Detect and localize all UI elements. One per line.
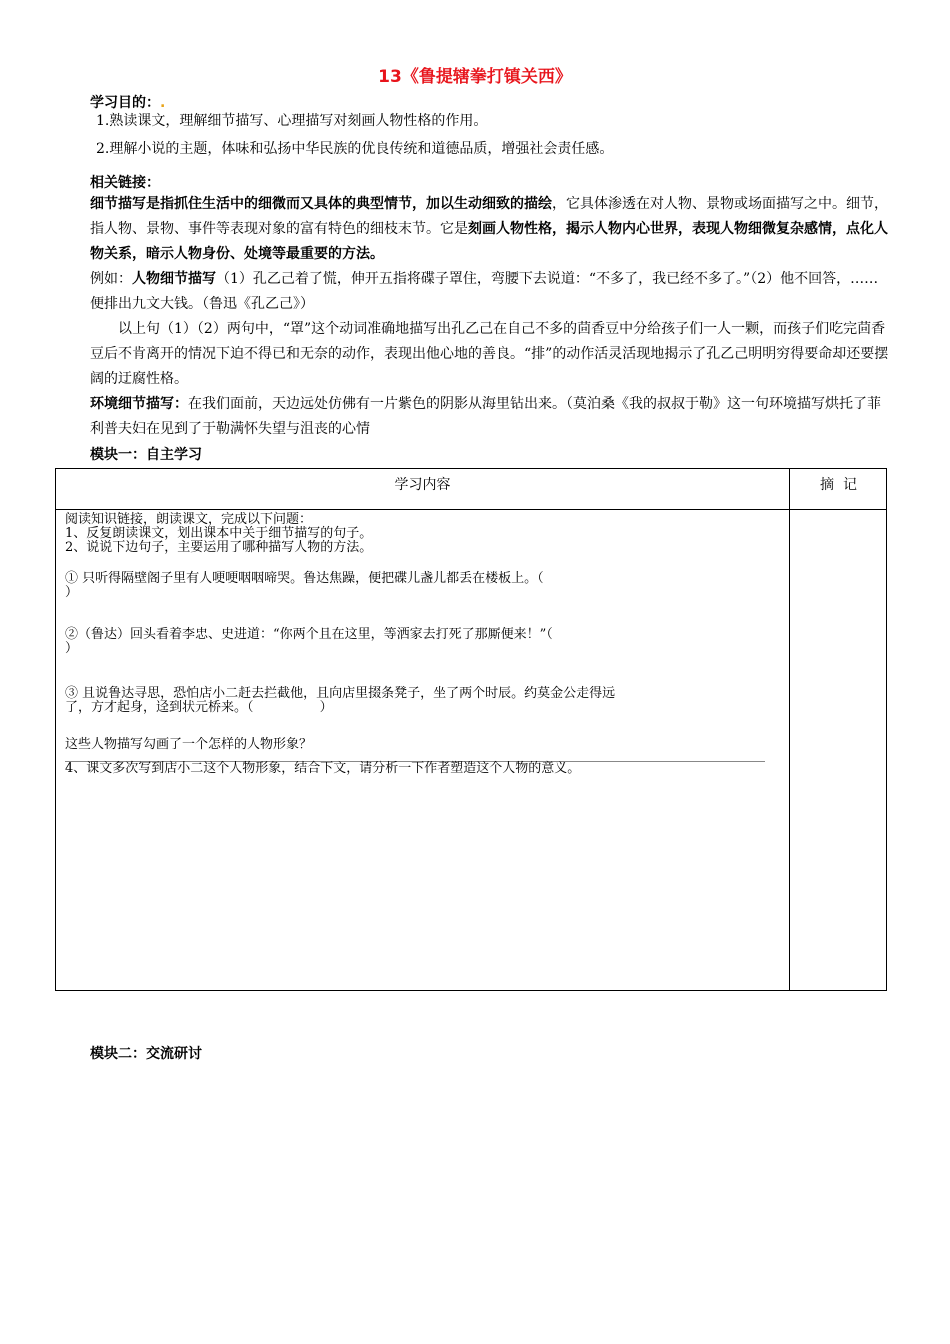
links-paragraph-2 (90, 267, 892, 317)
column-header-content: 学习内容 (394, 477, 451, 493)
study-content-cell (65, 513, 777, 776)
goals-heading-text: 学习目的： (90, 95, 160, 111)
example-prefix: 例如： (90, 271, 132, 287)
links-paragraph-4 (90, 392, 892, 442)
environment-detail-label: 环境细节描写： (90, 396, 188, 412)
column-header-notes: 摘 记 (820, 477, 857, 493)
goal-item-1: 1.熟读课文，理解细节描写、心理描写对刻画人物性格的作用。 (96, 113, 488, 129)
character-detail-label: 人物细节描写 (132, 271, 216, 287)
question-2: 2、说说下边句子，主要运用了哪种描写人物的方法。 (65, 540, 373, 555)
environment-detail-example: 在我们面前，天边远处仿佛有一片紫色的阴影从海里钻出来。（莫泊桑《我的叔叔于勒》这一句环境描写烘托了菲利普夫妇在见到了于勒满怀失望与沮丧的心情 (90, 396, 881, 437)
study-table (55, 468, 887, 991)
sentence-1-bracket: ） (65, 585, 79, 600)
detail-importance: 刻画人物性格，揭示人物内心世界，表现人物细微复杂感情，点化人物关系，暗示人物身份、处境等最重要的方法。 (90, 221, 888, 262)
sentence-3: ③ 且说鲁达寻思，恐怕店小二赶去拦截他，且向店里掇条凳子，坐了两个时辰。约莫金公走得远 (65, 686, 616, 701)
detail-definition: 细节描写是指抓住生活中的细微而又具体的典型情节，加以生动细致的描绘 (90, 196, 552, 212)
links-paragraph-1 (90, 192, 892, 267)
sentence-2: ②（鲁达）回头看着李忠、史进道：“你两个且在这里，等洒家去打死了那厮便来！”（ (65, 627, 553, 642)
question-3: 这些人物描写勾画了一个怎样的人物形象？ (65, 737, 313, 752)
links-heading: 相关链接： (90, 175, 160, 191)
module1-heading: 模块一：自主学习 (90, 447, 202, 463)
content-intro: 阅读知识链接，朗读课文，完成以下问题： (65, 512, 313, 527)
page-title: 13《鲁提辖拳打镇关西》 (378, 67, 572, 87)
links-paragraph-3: 以上句（1）（2）两句中，“罩”这个动词准确地描写出孔乙己在自己不多的茴香豆中分给孩子们一人一颗，而孩子们吃完茴香豆后不肯离开的情况下迫不得已和无奈的动作，表现出他心地的善良。“排”的动作活灵活现地揭示了孔乙己明明穷得要命却还要摆阔的迂腐性格。 (90, 321, 889, 387)
table-column-divider (789, 469, 790, 990)
question-1: 1、反复朗读课文，划出课本中关于细节描写的句子。 (65, 526, 373, 541)
module2-heading: 模块二：交流研讨 (90, 1046, 202, 1062)
sentence-2-bracket: ） (65, 641, 79, 656)
table-header-divider (56, 509, 886, 510)
sentence-1: ① 只听得隔壁阁子里有人哽哽咽咽啼哭。鲁达焦躁，便把碟儿盏儿都丢在楼板上。（ (65, 571, 544, 586)
question-4: 4、课文多次写到店小二这个人物形象，结合下文，请分析一下作者塑造这个人物的意义。 (65, 761, 581, 776)
character-detail-example: （1）孔乙己着了慌，伸开五指将碟子罩住，弯腰下去说道：“不多了，我已经不多了。”（2）他不回答，……便排出九文大钱。（鲁迅《孔乙己》） (90, 271, 879, 312)
sentence-3-continued: 了，方才起身，迳到状元桥来。（ ） (65, 700, 333, 715)
decorative-dot: . (160, 95, 166, 111)
detail-explanation: ，它具体渗透在对人物、景物或场面描写之中。细节，指人物、景物、事件等表现对象的富有特色的细枝末节。它是 (90, 196, 888, 237)
goal-item-2: 2.理解小说的主题，体味和弘扬中华民族的优良传统和道德品质，增强社会责任感。 (96, 141, 614, 157)
